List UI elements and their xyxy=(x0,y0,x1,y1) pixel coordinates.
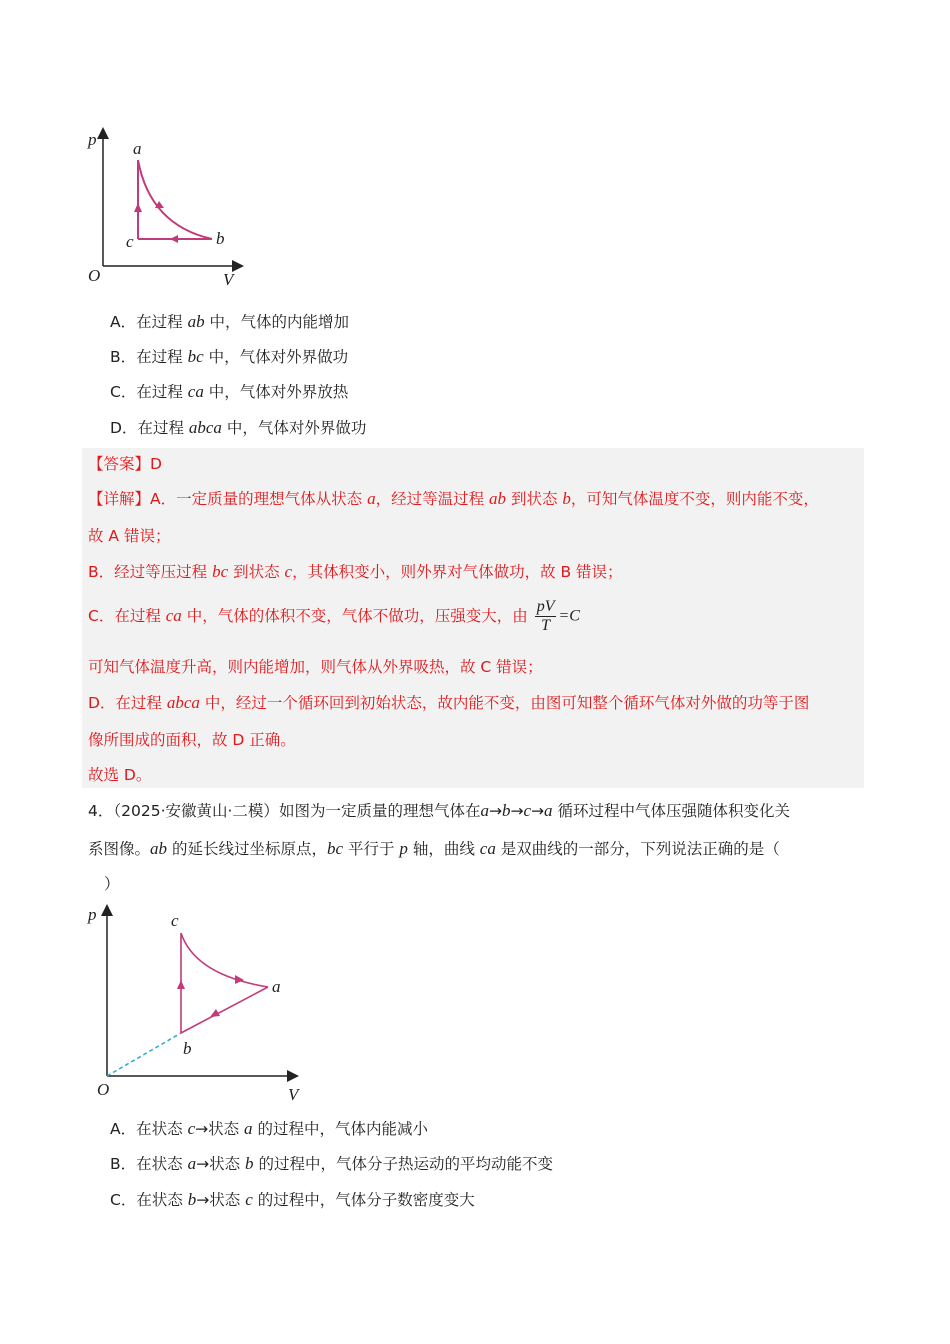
q4-stem-line-2: 系图像。ab 的延长线过坐标原点，bc 平行于 p 轴，曲线 ca 是双曲线的一部分，下列说法正确的是（ xyxy=(88,839,780,858)
q4-stem-line-3: ） xyxy=(104,875,120,893)
point-c-label: c xyxy=(126,232,134,251)
p-axis-label: p xyxy=(88,905,97,924)
answer-detail-line-5: 可知气体温度升高，则内能增加，则气体从外界吸热，故 C 错误； xyxy=(88,658,543,676)
point-c-label: c xyxy=(171,911,179,930)
q4-stem-line-1: 4．（2025·安徽黄山·二模）如图为一定质量的理想气体在a→b→c→a 循环过程中气体压强随体积变化关 xyxy=(88,801,790,820)
pv-diagram-2 xyxy=(80,900,320,1110)
point-a-label: a xyxy=(272,977,281,996)
point-a-label: a xyxy=(133,139,142,158)
arrow-ca xyxy=(134,203,142,212)
v-axis-label: V xyxy=(223,270,234,289)
process-ab-line xyxy=(181,987,268,1033)
answer-detail-line-1: 【详解】A．一定质量的理想气体从状态 a，经过等温过程 ab 到状态 b，可知气体温度不变，则内能不变， xyxy=(88,489,819,508)
answer-label: 【答案】D xyxy=(88,455,162,473)
q3-option-c[interactable]: C．在过程 ca 中，气体对外界放热 xyxy=(110,382,349,401)
answer-conclusion: 故选 D。 xyxy=(88,766,152,784)
point-b-label: b xyxy=(183,1039,192,1058)
q3-option-a[interactable]: A．在过程 ab 中，气体的内能增加 xyxy=(110,312,350,331)
p-axis-label: p xyxy=(88,130,97,149)
answer-detail-line-7: 像所围成的面积，故 D 正确。 xyxy=(88,731,296,749)
answer-detail-line-4: C．在过程 ca 中，气体的体积不变，气体不做功，压强变大，由 $\frac{pV}{T}$ =C xyxy=(88,598,580,634)
origin-label: O xyxy=(97,1080,110,1099)
ab-extension-dashed xyxy=(107,1033,181,1076)
q3-option-d[interactable]: D．在过程 abca 中，气体对外界做功 xyxy=(110,418,367,437)
arrow-ca xyxy=(235,975,244,984)
point-b-label: b xyxy=(216,229,225,248)
v-axis-label: V xyxy=(288,1085,299,1104)
pv-diagram-1 xyxy=(80,125,250,295)
q3-option-b[interactable]: B．在过程 bc 中，气体对外界做功 xyxy=(110,347,349,366)
answer-detail-line-6: D．在过程 abca 中，经过一个循环回到初始状态，故内能不变，由图可知整个循环气体对外做的功等于图 xyxy=(88,693,810,712)
arrow-bc xyxy=(170,235,178,243)
process-ca-curve xyxy=(181,933,268,987)
arrow-bc xyxy=(177,980,185,989)
answer-detail-line-2: 故 A 错误； xyxy=(88,527,171,545)
origin-label: O xyxy=(88,266,101,285)
formula-fraction: $\frac{pV}{T}$ xyxy=(536,598,555,634)
process-ab-curve xyxy=(138,160,212,239)
answer-detail-line-3: B．经过等压过程 bc 到状态 c，其体积变小，则外界对气体做功，故 B 错误； xyxy=(88,562,623,581)
q4-option-b[interactable]: B．在状态 a→状态 b 的过程中，气体分子热运动的平均动能不变 xyxy=(110,1154,553,1173)
q4-option-a[interactable]: A．在状态 c→状态 a 的过程中，气体内能减小 xyxy=(110,1119,428,1138)
q4-option-c[interactable]: C．在状态 b→状态 c 的过程中，气体分子数密度变大 xyxy=(110,1190,475,1209)
